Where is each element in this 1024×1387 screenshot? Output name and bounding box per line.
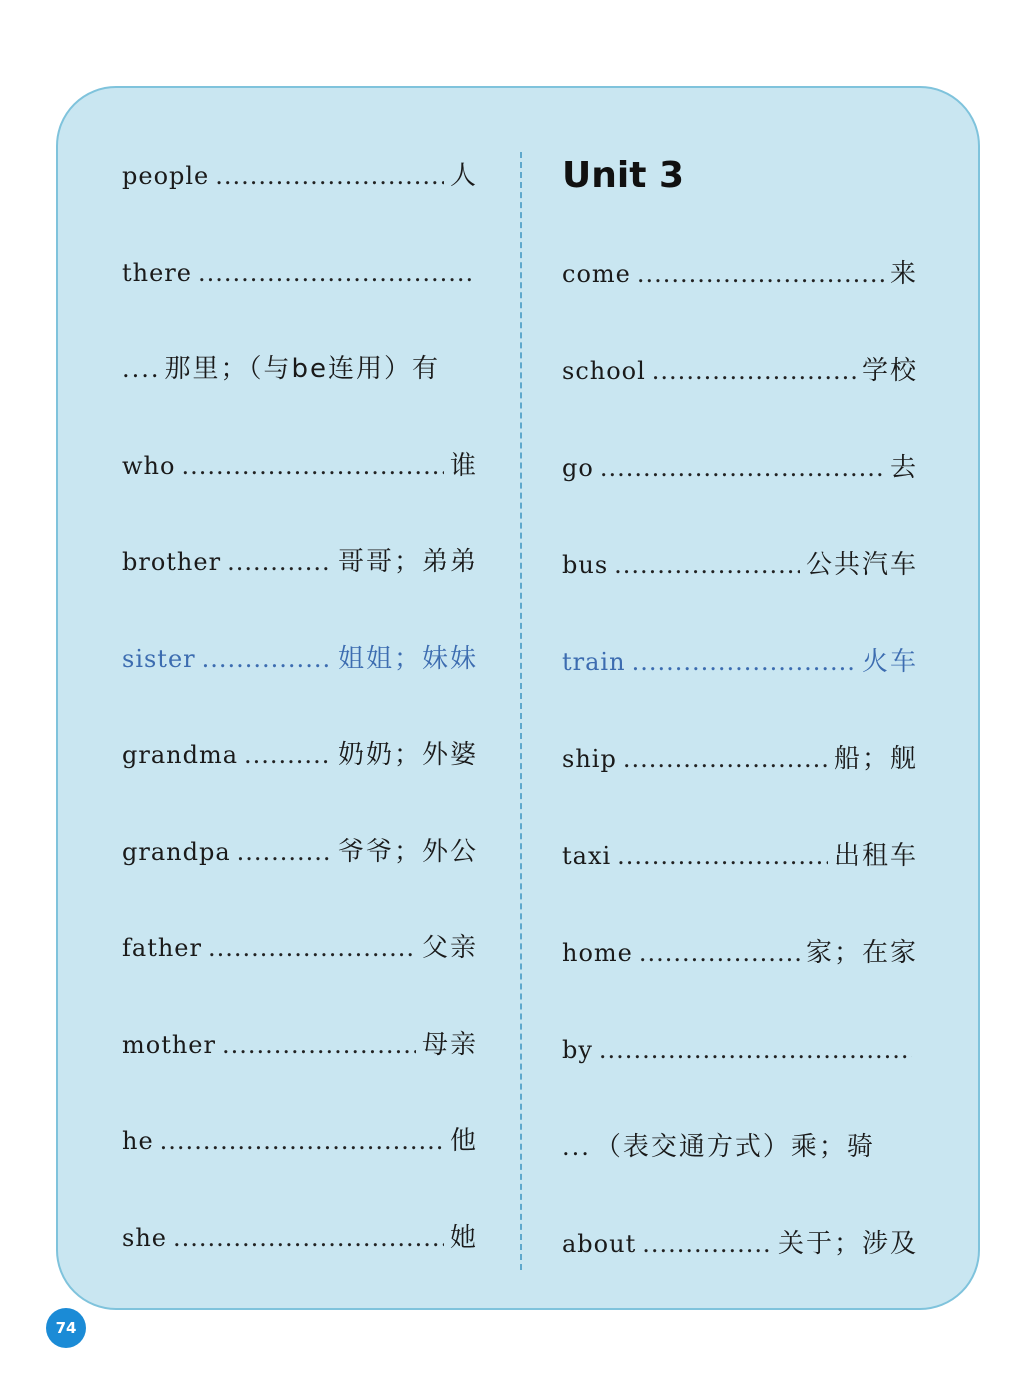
vocab-entry xyxy=(562,543,918,583)
vocab-word: school xyxy=(562,357,646,385)
vocab-meaning: 关于；涉及 xyxy=(777,1229,918,1259)
leader-dots xyxy=(181,448,444,484)
vocab-meaning: 去 xyxy=(889,453,918,483)
leader-dots xyxy=(617,838,828,874)
vocab-entry xyxy=(122,830,478,870)
vocab-meaning: 人 xyxy=(449,161,478,191)
vocab-meaning: 出租车 xyxy=(833,841,918,871)
vocab-word: grandma xyxy=(122,741,239,769)
continuation-dots: ... xyxy=(562,1133,591,1161)
leader-dots xyxy=(198,255,472,291)
leader-dots xyxy=(244,737,332,773)
vocab-word: father xyxy=(122,934,202,962)
vocab-word: there xyxy=(122,258,192,287)
vocab-meaning: 家；在家 xyxy=(805,938,918,968)
leader-dots xyxy=(222,1027,416,1063)
vocabulary-panel xyxy=(56,86,980,1310)
vocab-entry xyxy=(122,154,478,194)
leader-dots xyxy=(600,450,884,486)
vocab-entry xyxy=(122,540,478,580)
vocab-word: go xyxy=(562,454,594,482)
leader-dots xyxy=(227,544,332,580)
vocab-word: about xyxy=(562,1230,637,1258)
vocab-entry xyxy=(562,737,918,777)
vocab-entry xyxy=(562,640,918,680)
vocab-entry xyxy=(122,733,478,773)
vocab-entry xyxy=(562,349,918,389)
leader-dots xyxy=(637,256,884,292)
vocab-entry xyxy=(562,1125,918,1165)
column-divider xyxy=(520,152,522,1270)
vocab-word: she xyxy=(122,1223,167,1252)
vocab-entry xyxy=(122,1119,478,1159)
vocab-word: people xyxy=(122,162,210,190)
vocab-entry xyxy=(122,347,478,387)
vocab-meaning: （表交通方式）乘；骑 xyxy=(594,1132,875,1162)
vocab-meaning: 谁 xyxy=(449,450,478,481)
vocab-entry xyxy=(562,446,918,486)
vocab-meaning: 来 xyxy=(889,259,918,289)
leader-dots xyxy=(642,1226,772,1262)
vocab-word: home xyxy=(562,939,633,967)
vocab-entry xyxy=(562,1028,918,1068)
vocab-entry xyxy=(562,834,918,874)
vocab-meaning: 船；舰 xyxy=(833,744,918,774)
vocab-entry xyxy=(122,1216,478,1256)
vocab-meaning: 爷爷；外公 xyxy=(337,836,478,867)
vocab-meaning: 母亲 xyxy=(421,1029,478,1060)
vocab-entry xyxy=(562,252,918,292)
vocab-word: mother xyxy=(122,1030,216,1059)
vocab-word: ship xyxy=(562,745,617,773)
vocab-word: he xyxy=(122,1127,154,1155)
vocab-entry xyxy=(122,926,478,966)
vocab-word: bus xyxy=(562,551,609,579)
leader-dots xyxy=(215,158,444,194)
vocab-meaning: 姐姐；妹妹 xyxy=(337,643,478,674)
vocab-meaning: 火车 xyxy=(861,647,918,677)
vocab-entry xyxy=(562,931,918,971)
vocab-word: grandpa xyxy=(122,837,231,866)
vocab-entry xyxy=(122,637,478,677)
leader-dots xyxy=(173,1220,444,1256)
page-number-badge: 74 xyxy=(46,1308,86,1348)
vocab-meaning: 奶奶；外婆 xyxy=(337,740,478,770)
leader-dots xyxy=(237,834,332,870)
leader-dots xyxy=(632,644,856,680)
leader-dots xyxy=(614,547,800,583)
leader-dots xyxy=(599,1032,912,1068)
vocab-word: taxi xyxy=(562,842,612,870)
vocab-word: brother xyxy=(122,548,222,576)
vocab-meaning: 那里；（与be连用）有 xyxy=(164,354,441,384)
vocab-entry xyxy=(122,1023,478,1063)
vocab-meaning: 学校 xyxy=(861,356,918,386)
leader-dots xyxy=(652,353,856,389)
leader-dots xyxy=(639,935,800,971)
vocab-meaning: 她 xyxy=(449,1222,478,1253)
vocab-meaning: 公共汽车 xyxy=(805,550,918,580)
leader-dots xyxy=(623,741,828,777)
vocab-meaning: 父亲 xyxy=(421,933,478,963)
unit-title: Unit 3 xyxy=(562,155,684,196)
continuation-dots: .... xyxy=(122,355,161,383)
leader-dots xyxy=(202,641,332,677)
vocab-meaning: 他 xyxy=(449,1126,478,1156)
vocab-word: sister xyxy=(122,644,196,673)
leader-dots xyxy=(160,1123,444,1159)
vocab-word: train xyxy=(562,648,626,676)
vocab-meaning: 哥哥；弟弟 xyxy=(337,547,478,577)
vocab-entry xyxy=(562,1222,918,1262)
vocab-word: come xyxy=(562,260,631,288)
vocab-word: who xyxy=(122,451,176,480)
vocab-entry xyxy=(122,251,478,291)
vocab-entry xyxy=(122,444,478,484)
leader-dots xyxy=(208,930,416,966)
vocab-word: by xyxy=(562,1036,593,1064)
